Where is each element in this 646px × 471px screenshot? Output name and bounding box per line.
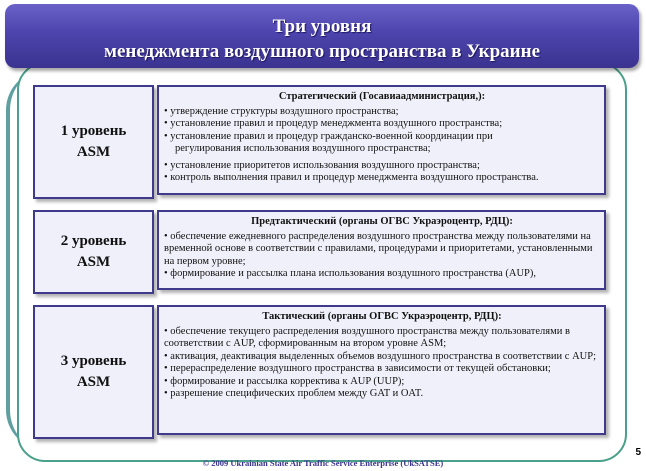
level-3-box [33,305,154,439]
level-1-content [157,85,606,195]
level-1-asm: ASM [76,144,111,160]
level-3-item: • разрешение специфических проблем между GAT и OAT. [164,388,424,399]
level-1-item: • контроль выполнения правил и процедур менеджмента воздушного пространства. [164,172,539,183]
level-2-asm: ASM [76,254,111,270]
title-line-2: менеджмента воздушного пространства в Украине [104,41,540,62]
level-1-box [33,85,154,199]
level-1-heading: Стратегический (Госавиаадминистрация,): [278,91,486,102]
title-line-1: Три уровня [272,16,372,37]
level-3-item: • активация, деактивация выделенных объемов воздушного пространства в соответствии с AUP; [164,350,596,362]
level-3-content [157,305,606,435]
level-3-item: • формирование и рассылка корректива к AUP (UUP); [164,375,405,387]
level-1-item: регулирования использования воздушного пространства; [175,143,431,154]
level-3-asm: ASM [76,374,111,390]
level-2-content [157,210,606,290]
title-banner [5,4,639,68]
level-2-heading: Предтактический (органы ОГВС Украэроцентр, РДЦ): [251,216,513,227]
page-number: 5 [635,447,641,458]
level-3-label: 3 уровень [60,353,127,369]
level-1-item: • установление правил и процедур гражданско-военной координации при [164,130,493,142]
level-2-item: • обеспечение ежедневного распределения воздушного пространства между пользователями на временной основе в соответствии с правилами, процедурами и приоритетами, установленными на первом уровне; [164,230,593,267]
level-3-heading: Тактический (органы ОГВС Украэроцентр, РДЦ): [262,311,502,322]
level-3-item: • обеспечение текущего распределения воздушного пространства между пользователями в соответствии с AUP, сформированным на втором уровне ASM; [164,325,570,349]
level-2-item: • формирование и рассылка плана использования воздушного пространства (AUP), [164,268,537,279]
copyright-footer: © 2009 Ukrainian State Air Traffic Service Enterprise (UkSATSE) [202,458,444,468]
level-1-item: • установление правил и процедур менеджмента воздушного пространства; [164,118,503,129]
level-1-label: 1 уровень [60,123,127,139]
level-2-label: 2 уровень [60,233,127,249]
level-3-item: • перераспределение воздушного пространства в зависимости от текущей обстановки; [164,363,551,374]
level-2-box [33,210,154,294]
level-1-item: • установление приоритетов использования воздушного пространства; [164,159,480,171]
level-1-item: • утверждение структуры воздушного пространства; [164,105,399,117]
